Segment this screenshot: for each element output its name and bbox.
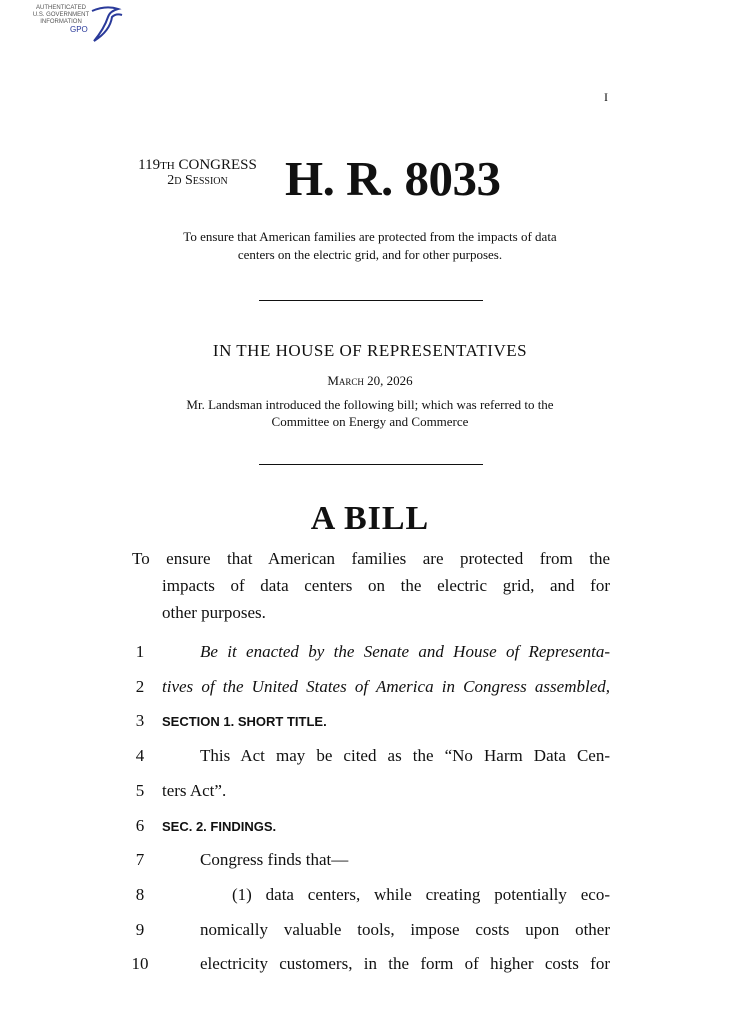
line-number: 3 xyxy=(135,711,145,730)
chamber: IN THE HOUSE OF REPRESENTATIVES xyxy=(212,341,528,360)
line-text: nomically valuable tools, impose costs upon other xyxy=(200,920,610,939)
line-text: tives of the United States of America in Congress assembled, xyxy=(162,677,610,696)
section-heading: SEC. 2. FINDINGS. xyxy=(162,819,277,834)
introduction xyxy=(0,396,740,430)
logo-text: GPO xyxy=(70,25,88,34)
line-text: electricity customers, in the form of higher costs for xyxy=(200,954,610,973)
text-line: centers on the electric grid, and for other purposes. xyxy=(237,247,503,262)
logo-text: U.S. GOVERNMENT xyxy=(32,12,90,18)
bill-heading: A BILL xyxy=(310,500,430,537)
section-heading: SECTION 1. SHORT TITLE. xyxy=(162,714,327,729)
line-text: This Act may be cited as the “No Harm Data Cen- xyxy=(200,746,610,765)
divider xyxy=(259,464,483,465)
logo-text: INFORMATION xyxy=(40,19,82,25)
bill-number: H. R. 8033 xyxy=(285,151,501,206)
session: 2d Session xyxy=(167,173,228,188)
line-text: Be it enacted by the Senate and House of Representa- xyxy=(200,642,610,661)
logo-text: AUTHENTICATED xyxy=(36,5,86,11)
line-number: 10 xyxy=(131,954,149,973)
gpo-authentication-logo xyxy=(30,3,125,43)
eagle-icon xyxy=(88,3,124,43)
line-text: ters Act”. xyxy=(162,781,227,800)
purpose-line: other purposes. xyxy=(162,603,266,622)
congress: 119th CONGRESS xyxy=(138,157,257,173)
text-line: To ensure that American families are protected from the impacts of data xyxy=(183,229,557,244)
text-line: Committee on Energy and Commerce xyxy=(271,414,469,429)
line-number: 4 xyxy=(135,746,145,765)
version-mark: I xyxy=(604,90,608,104)
purpose-line: To ensure that American families are protected from the xyxy=(132,549,610,568)
line-text: Congress finds that— xyxy=(200,850,349,869)
line-number: 6 xyxy=(135,816,145,835)
line-number: 9 xyxy=(135,920,145,939)
line-number: 8 xyxy=(135,885,145,904)
line-number: 7 xyxy=(135,850,145,869)
line-number: 2 xyxy=(135,677,145,696)
line-text: (1) data centers, while creating potentially eco- xyxy=(232,885,610,904)
date: March 20, 2026 xyxy=(327,373,413,388)
line-number: 5 xyxy=(135,781,145,800)
purpose-line: impacts of data centers on the electric grid, and for xyxy=(162,576,610,595)
congress-session xyxy=(120,157,275,189)
line-number: 1 xyxy=(135,642,145,661)
short-purpose xyxy=(0,228,740,264)
divider xyxy=(259,300,483,301)
text-line: Mr. Landsman introduced the following bill; which was referred to the xyxy=(186,397,554,412)
